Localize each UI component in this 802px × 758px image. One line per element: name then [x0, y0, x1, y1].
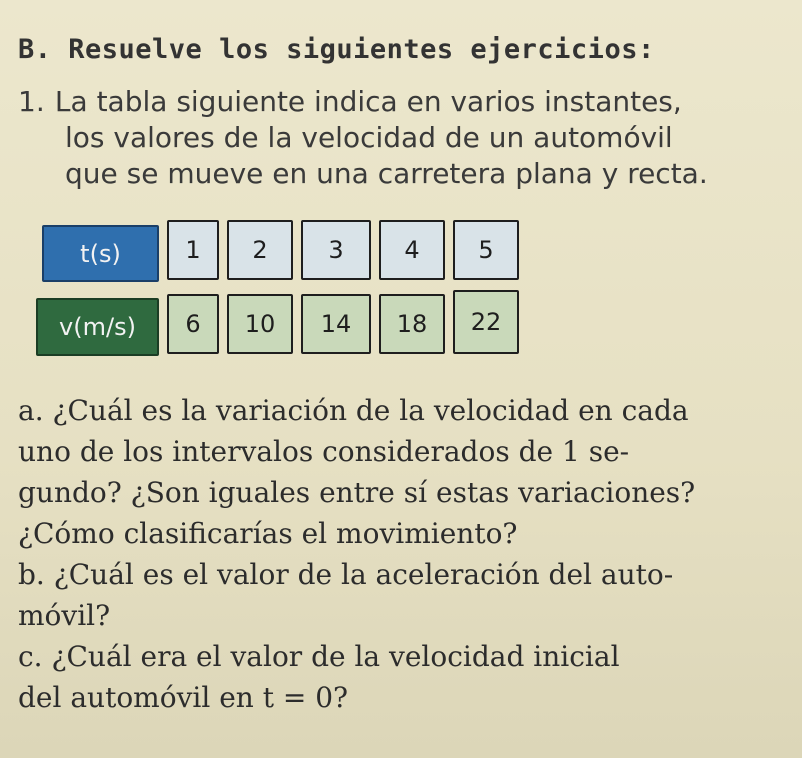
- velocity-cell: 10: [227, 294, 293, 354]
- exercise-1-intro: [18, 84, 798, 192]
- velocity-cell: 22: [453, 290, 519, 354]
- exercise-number: 1.: [18, 85, 45, 118]
- question-c-line-2: del automóvil en t = 0?: [18, 681, 349, 714]
- time-row-header: t(s): [42, 225, 159, 282]
- velocity-cell: 6: [167, 294, 219, 354]
- time-cell: 3: [301, 220, 371, 280]
- velocity-cell: 14: [301, 294, 371, 354]
- section-heading: B. Resuelve los siguientes ejercicios:: [18, 34, 655, 65]
- time-cell: 4: [379, 220, 445, 280]
- intro-line-1: La tabla siguiente indica en varios instantes,: [54, 85, 682, 118]
- time-cell: 5: [453, 220, 519, 280]
- question-c-line-1: c. ¿Cuál era el valor de la velocidad inicial: [18, 640, 620, 673]
- intro-line-3: que se mueve en una carretera plana y recta.: [65, 157, 708, 190]
- question-b-line-2: móvil?: [18, 599, 111, 632]
- question-a-line-1: a. ¿Cuál es la variación de la velocidad en cada: [18, 394, 689, 427]
- question-a-line-2: uno de los intervalos considerados de 1 se-: [18, 435, 630, 468]
- velocity-cell: 18: [379, 294, 445, 354]
- time-cell: 1: [167, 220, 219, 280]
- question-a-line-4: ¿Cómo clasificarías el movimiento?: [18, 517, 518, 550]
- question-b-line-1: b. ¿Cuál es el valor de la aceleración del auto-: [18, 558, 674, 591]
- intro-line-2: los valores de la velocidad de un automóvil: [65, 121, 673, 154]
- question-a-line-3: gundo? ¿Son iguales entre sí estas variaciones?: [18, 476, 696, 509]
- velocity-row-header: v(m/s): [36, 298, 159, 356]
- questions-block: [18, 390, 798, 718]
- time-cell: 2: [227, 220, 293, 280]
